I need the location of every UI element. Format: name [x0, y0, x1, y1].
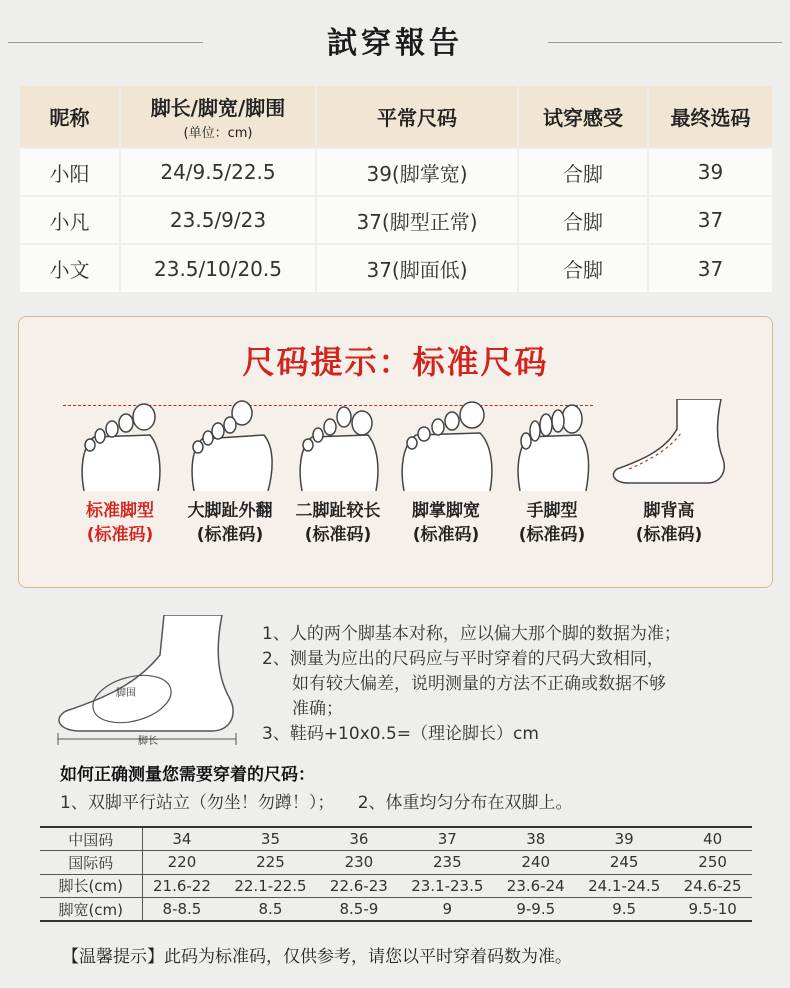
size-chart-cell: 35 [221, 827, 319, 851]
size-chart-cell: 9 [442, 900, 453, 918]
size-chart-cell: 24.1-24.5 [575, 874, 673, 898]
trial-report-table [20, 86, 772, 292]
note-line: 3、鞋码+10x0.5=（理论脚长）cm [262, 724, 539, 744]
girth-label: 脚围 [116, 688, 136, 699]
size-tip-title: 尺码提示：标准尺码 [242, 343, 549, 381]
foot-label: 标准脚型 (标准码) [86, 501, 154, 545]
trial-cell: 37(脚面低) [316, 244, 518, 292]
size-chart-cell: 8.5-9 [339, 900, 379, 918]
howto-steps [60, 788, 591, 813]
foot-type-wide [391, 399, 501, 547]
size-chart-label: 国际码 [40, 851, 142, 875]
standard-foot-icon [70, 399, 170, 491]
trial-cell: 小阳 [20, 148, 120, 196]
trial-header-usual-size: 平常尺码 [316, 86, 518, 148]
foot-label: 手脚型 (标准码) [518, 501, 586, 545]
size-chart-cell: 22.6-23 [320, 874, 399, 898]
trial-cell: 合脚 [518, 244, 648, 292]
size-chart-cell: 9-9.5 [516, 900, 556, 918]
trial-header-measurements: 脚长/脚宽/脚围 (单位：cm) [120, 86, 316, 148]
size-chart-cell: 23.1-23.5 [398, 874, 496, 898]
size-chart-cell: 245 [575, 851, 673, 875]
size-chart-row [40, 851, 752, 875]
size-chart-row [40, 827, 752, 851]
trial-header-fit-feeling: 试穿感受 [518, 86, 648, 148]
note-line: 准确； [292, 699, 343, 719]
trial-cell: 23.5/10/20.5 [120, 244, 316, 292]
size-chart-cell: 36 [320, 827, 399, 851]
high-instep-foot-icon [609, 399, 729, 491]
foot-label: 二脚趾较长 (标准码) [295, 501, 381, 545]
title-divider-right [548, 42, 782, 43]
length-label: 脚长 [138, 736, 158, 747]
size-chart-label: 中国码 [40, 827, 142, 851]
foot-measurement-diagram [52, 615, 242, 750]
size-chart-cell: 8-8.5 [162, 900, 202, 918]
hand-shaped-foot-icon [502, 399, 602, 491]
foot-type-hand-shaped [497, 399, 607, 547]
size-chart-cell: 250 [673, 851, 752, 875]
trial-cell: 小凡 [20, 196, 120, 244]
trial-cell: 37 [648, 244, 772, 292]
size-chart-cell: 230 [320, 851, 399, 875]
size-chart-cell: 23.6-24 [496, 874, 575, 898]
size-chart-row [40, 898, 752, 922]
howto-step: 1、双脚平行站立（勿坐！勿蹲！）； [60, 793, 335, 813]
size-chart-cell: 21.6-22 [142, 874, 221, 898]
footer-tip: 【温馨提示】此码为标准码，仅供参考，请您以平时穿着码数为准。 [62, 947, 572, 967]
trial-cell: 39(脚掌宽) [316, 148, 518, 196]
trial-cell: 合脚 [518, 148, 648, 196]
size-chart-cell: 22.1-22.5 [221, 874, 319, 898]
trial-cell: 37(脚型正常) [316, 196, 518, 244]
measurement-notes [262, 622, 782, 747]
foot-type-bunion [175, 399, 285, 547]
size-chart-cell: 40 [673, 827, 752, 851]
howto-step: 2、体重均匀分布在双脚上。 [357, 793, 573, 813]
size-chart-cell: 38 [496, 827, 575, 851]
trial-row [20, 148, 772, 196]
trial-cell: 37 [648, 196, 772, 244]
trial-cell: 23.5/9/23 [120, 196, 316, 244]
size-chart-cell: 9.5 [612, 900, 637, 918]
size-chart-label: 脚长(cm) [40, 874, 142, 898]
note-line: 如有较大偏差，说明测量的方法不正确或数据不够 [292, 674, 666, 694]
howto-title: 如何正确测量您需要穿着的尺码： [60, 765, 315, 785]
wide-foot-icon [396, 399, 496, 491]
size-chart-label: 脚宽(cm) [40, 898, 142, 922]
foot-label: 大脚趾外翻 (标准码) [187, 501, 273, 545]
trial-cell: 小文 [20, 244, 120, 292]
foot-label: 脚掌脚宽 (标准码) [412, 501, 480, 545]
trial-cell: 39 [648, 148, 772, 196]
title-row [0, 18, 790, 64]
note-line: 2、测量为应出的尺码应与平时穿着的尺码大致相同， [262, 649, 664, 669]
bunion-foot-icon [180, 399, 280, 491]
trial-header-final-size: 最终选码 [648, 86, 772, 148]
size-chart-cell: 240 [496, 851, 575, 875]
size-chart-row [40, 874, 752, 898]
foot-label: 脚背高 (标准码) [635, 501, 703, 545]
size-chart-cell: 8.5 [258, 900, 283, 918]
size-chart-cell: 37 [398, 827, 496, 851]
long-second-toe-foot-icon [288, 399, 388, 491]
trial-row [20, 244, 772, 292]
size-chart-table [40, 826, 752, 922]
foot-type-long-second-toe [283, 399, 393, 547]
note-line: 1、人的两个脚基本对称，应以偏大那个脚的数据为准； [262, 624, 681, 644]
foot-type-standard [65, 399, 175, 547]
size-chart-cell: 235 [398, 851, 496, 875]
size-tip-panel [18, 316, 773, 588]
size-chart-cell: 220 [142, 851, 221, 875]
page-title: 試穿報告 [327, 26, 463, 61]
trial-row [20, 196, 772, 244]
size-chart-cell: 225 [221, 851, 319, 875]
size-chart-cell: 34 [142, 827, 221, 851]
trial-header-row [20, 86, 772, 148]
trial-cell: 24/9.5/22.5 [120, 148, 316, 196]
size-chart-cell: 39 [575, 827, 673, 851]
size-chart-cell: 24.6-25 [673, 874, 752, 898]
trial-cell: 合脚 [518, 196, 648, 244]
trial-header-nickname: 昵称 [20, 86, 120, 148]
size-chart-cell: 9.5-10 [688, 900, 737, 918]
foot-type-high-instep [609, 399, 729, 547]
